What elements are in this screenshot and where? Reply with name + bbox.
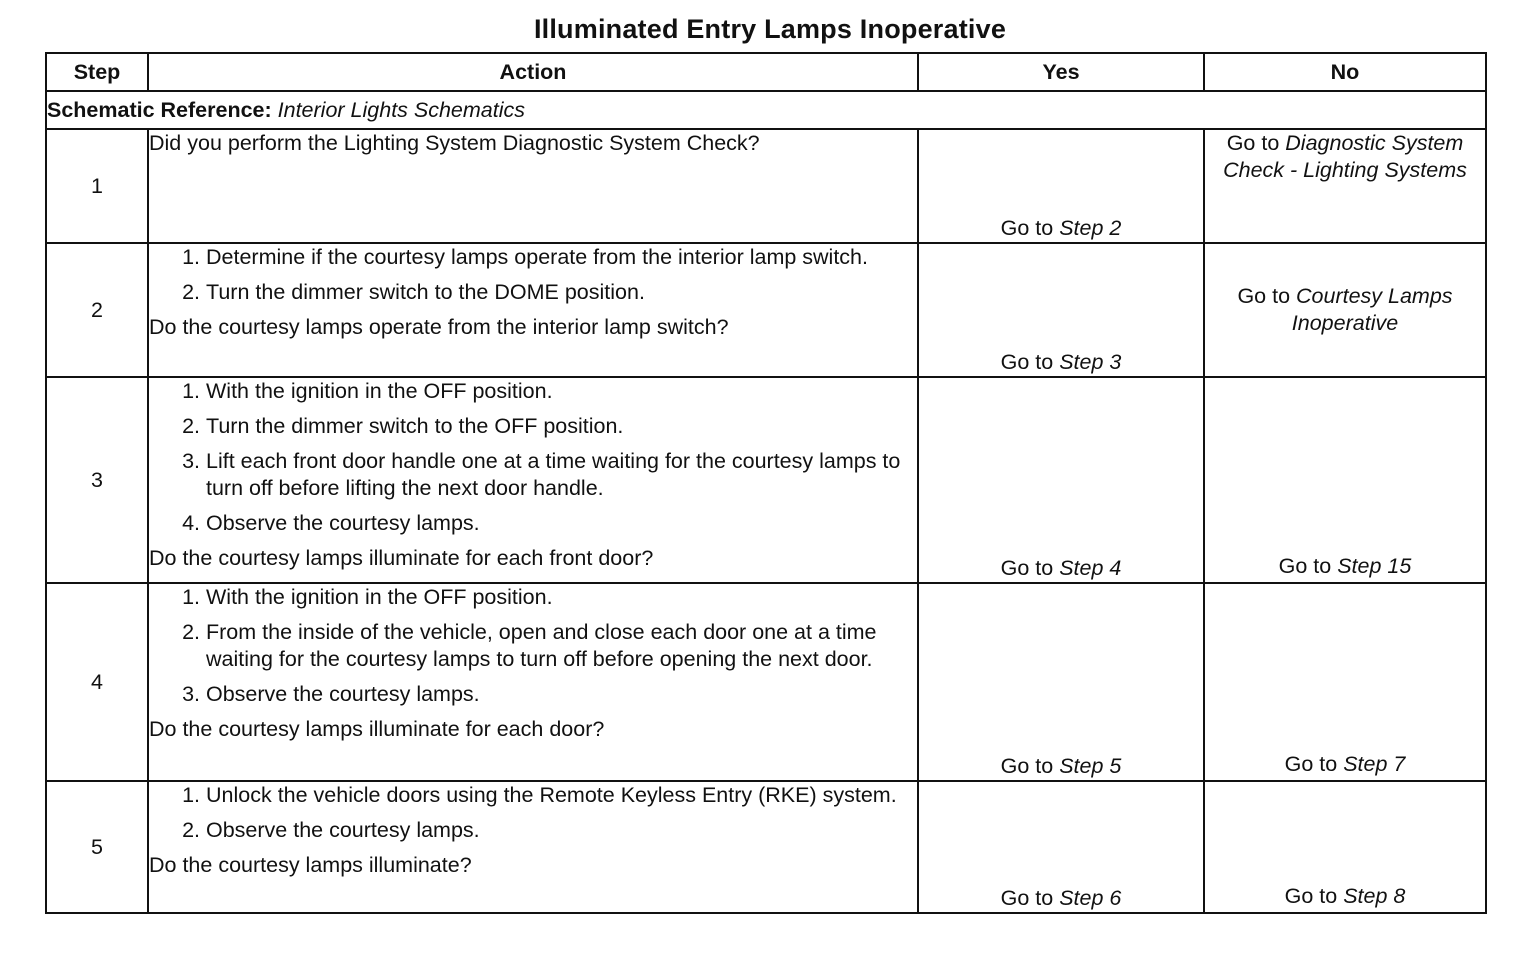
header-action: Action	[148, 53, 918, 91]
step-question: Do the courtesy lamps illuminate for each door?	[149, 717, 605, 741]
action-list	[149, 378, 917, 537]
action-item: 4. Observe the courtesy lamps.	[206, 510, 917, 537]
no-prefix: Go to	[1237, 284, 1291, 308]
no-target: Step 15	[1337, 554, 1412, 578]
table-row	[46, 243, 1486, 377]
action-cell	[148, 129, 918, 243]
header-no: No	[1204, 53, 1486, 91]
page-title: Illuminated Entry Lamps Inoperative	[533, 14, 1007, 44]
schematic-reference	[46, 91, 1486, 129]
yes-prefix: Go to	[1000, 754, 1054, 778]
action-item: 2. Turn the dimmer switch to the OFF position.	[206, 413, 917, 440]
action-item: 2. Turn the dimmer switch to the DOME position.	[206, 279, 917, 306]
action-list	[149, 244, 917, 306]
step-question: Did you perform the Lighting System Diagnostic System Check?	[149, 131, 760, 155]
action-cell	[148, 243, 918, 377]
yes-cell	[918, 583, 1204, 781]
yes-prefix: Go to	[1000, 886, 1054, 910]
no-target: Diagnostic System Check - Lighting Systems	[1223, 131, 1467, 182]
action-item: 1. With the ignition in the OFF position.	[206, 378, 917, 405]
table-row	[46, 377, 1486, 583]
diagnostic-table	[45, 52, 1487, 914]
step-number: 4	[46, 583, 148, 781]
step-number: 3	[46, 377, 148, 583]
no-target: Step 8	[1343, 884, 1406, 908]
yes-target: Step 3	[1059, 350, 1122, 374]
action-list	[149, 782, 917, 844]
action-item: 3. Observe the courtesy lamps.	[206, 681, 917, 708]
yes-prefix: Go to	[1000, 350, 1054, 374]
action-item: 3. Lift each front door handle one at a time waiting for the courtesy lamps to turn off before lifting the next door handle.	[206, 448, 917, 502]
yes-cell	[918, 243, 1204, 377]
action-item: 1. Determine if the courtesy lamps operate from the interior lamp switch.	[206, 244, 917, 271]
action-item: 2. From the inside of the vehicle, open and close each door one at a time waiting for the courtesy lamps to turn off before opening the next door.	[206, 619, 917, 673]
table-row	[46, 129, 1486, 243]
no-target: Step 7	[1343, 752, 1406, 776]
header-yes: Yes	[918, 53, 1204, 91]
no-cell	[1204, 781, 1486, 913]
no-prefix: Go to	[1226, 131, 1280, 155]
action-cell	[148, 781, 918, 913]
step-question: Do the courtesy lamps illuminate?	[149, 853, 472, 877]
yes-target: Step 4	[1059, 556, 1122, 580]
yes-cell	[918, 781, 1204, 913]
schematic-row	[46, 91, 1486, 129]
no-target: Courtesy Lamps Inoperative	[1291, 284, 1453, 335]
action-item: 2. Observe the courtesy lamps.	[206, 817, 917, 844]
no-prefix: Go to	[1284, 884, 1338, 908]
step-number: 5	[46, 781, 148, 913]
action-cell	[148, 583, 918, 781]
no-cell	[1204, 377, 1486, 583]
header-row	[46, 53, 1486, 91]
no-cell	[1204, 129, 1486, 243]
header-step: Step	[46, 53, 148, 91]
action-item: 1. With the ignition in the OFF position.	[206, 584, 917, 611]
no-cell	[1204, 243, 1486, 377]
step-number: 1	[46, 129, 148, 243]
yes-cell	[918, 377, 1204, 583]
action-list	[149, 584, 917, 708]
yes-cell	[918, 129, 1204, 243]
schematic-value: Interior Lights Schematics	[277, 98, 526, 122]
no-prefix: Go to	[1284, 752, 1338, 776]
no-prefix: Go to	[1278, 554, 1332, 578]
step-number: 2	[46, 243, 148, 377]
table-row	[46, 781, 1486, 913]
step-question: Do the courtesy lamps operate from the interior lamp switch?	[149, 315, 729, 339]
yes-prefix: Go to	[1000, 556, 1054, 580]
yes-prefix: Go to	[1000, 216, 1054, 240]
yes-target: Step 5	[1059, 754, 1122, 778]
table-row	[46, 583, 1486, 781]
no-cell	[1204, 583, 1486, 781]
action-cell	[148, 377, 918, 583]
step-question: Do the courtesy lamps illuminate for each front door?	[149, 546, 654, 570]
schematic-label: Schematic Reference:	[47, 98, 272, 122]
action-item: 1. Unlock the vehicle doors using the Remote Keyless Entry (RKE) system.	[206, 782, 917, 809]
yes-target: Step 6	[1059, 886, 1122, 910]
yes-target: Step 2	[1059, 216, 1122, 240]
